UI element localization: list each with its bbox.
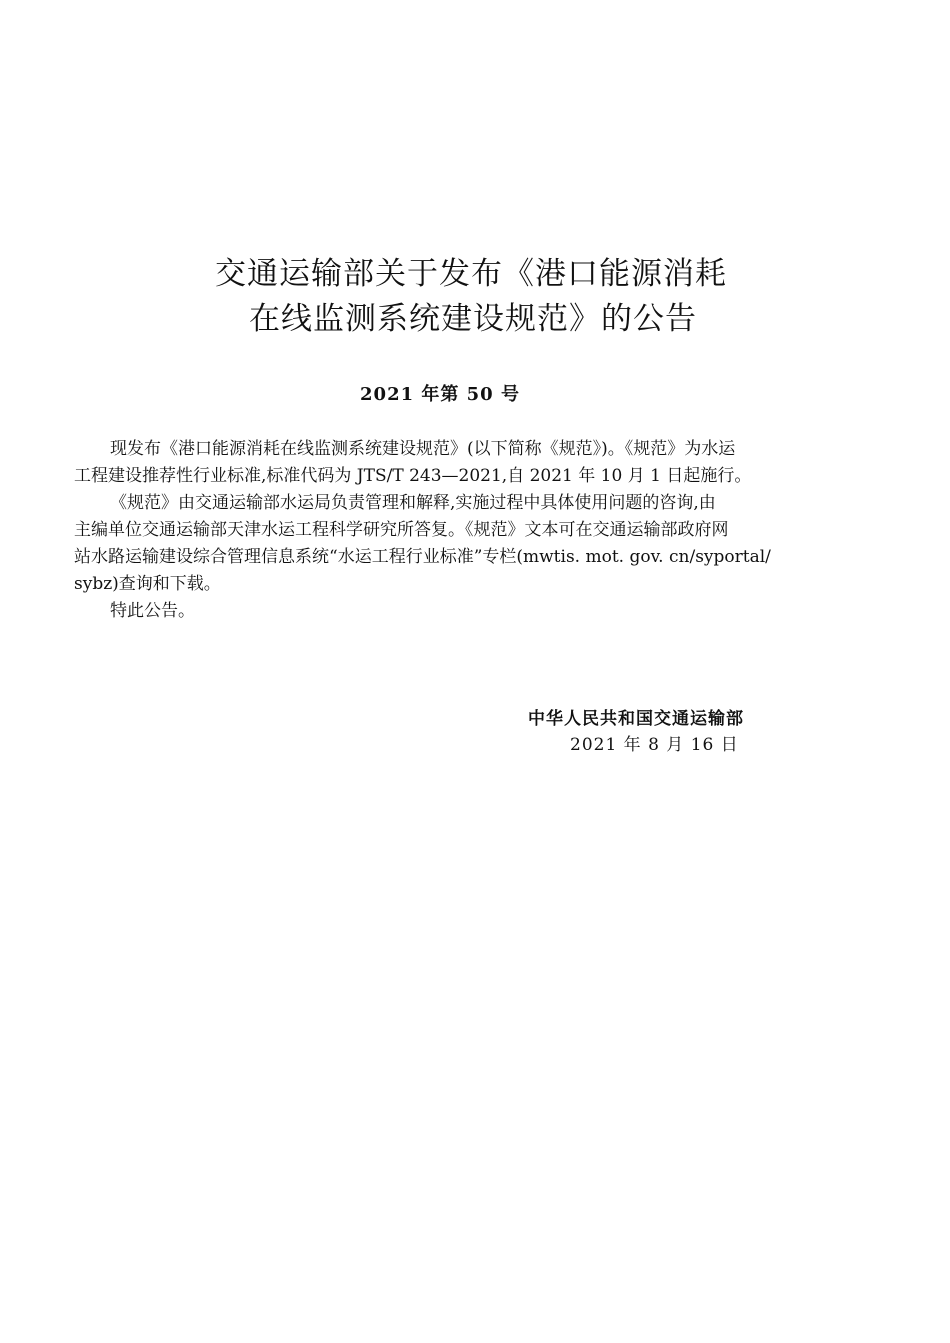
closing-line: 特此公告。 [110,601,195,621]
issue-date: 2021 年 8 月 16 日 [570,735,739,755]
paragraph-1-line-2: 工程建设推荐性行业标准,标准代码为 JTS/T 243—2021,自 2021 年 10 月 1 日起施行。 [74,466,752,486]
announcement-body [74,436,810,625]
issuing-organization: 中华人民共和国交通运输部 [528,709,744,729]
paragraph-2-line-3: 站水路运输建设综合管理信息系统“水运工程行业标准”专栏(mwtis. mot. gov. cn/syportal/ [74,547,771,567]
document-number: 2021 年第 50 号 [360,384,520,405]
paragraph-1-line-1: 现发布《港口能源消耗在线监测系统建设规范》(以下简称《规范》)。《规范》为水运 [110,439,736,459]
closing-paragraph [110,598,810,625]
paragraph-2 [74,490,810,598]
paragraph-2-line-2: 主编单位交通运输部天津水运工程科学研究所答复。《规范》文本可在交通运输部政府网 [74,520,729,540]
title-line-2: 在线监测系统建设规范》的公告 [249,301,697,337]
paragraph-1 [74,436,810,490]
paragraph-2-line-1: 《规范》由交通运输部水运局负责管理和解释,实施过程中具体使用问题的咨询,由 [110,493,716,513]
paragraph-2-line-4: sybz)查询和下载。 [74,574,221,594]
title-line-1: 交通运输部关于发布《港口能源消耗 [215,256,727,292]
